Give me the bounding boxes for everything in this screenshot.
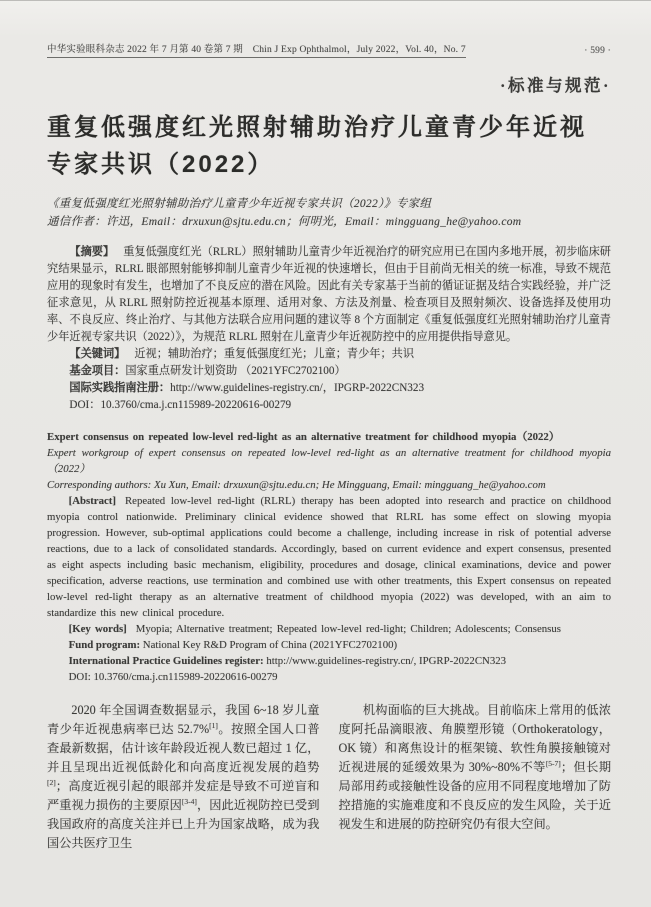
corresponding-authors: 通信作者：许迅，Email：drxuxun@sjtu.edu.cn；何明光，Email：mingguang_he@yahoo.com bbox=[47, 216, 522, 228]
en-workgroup: Expert workgroup of expert consensus on repeated low-level red-light as an alternative treatment for childhood myopia（2022） bbox=[47, 447, 611, 475]
cn-keywords-label: 【关键词】 bbox=[69, 348, 126, 360]
cn-registry bbox=[47, 380, 611, 397]
body-column-right bbox=[339, 701, 612, 853]
article-title bbox=[47, 109, 611, 183]
body-paragraph-right: 机构面临的巨大挑战。目前临床上常用的低浓度阿托品滴眼液、角膜塑形镜（Orthokeratology，OK 镜）和离焦设计的框架镜、软性角膜接触镜对近视进展的延缓效果为 30%~80%不等[5-7]；但长期局部用药或接触性设备的应用不同程度地增加了防控措施的实施难度和不良反应的发生风险，关于近视发生和进展的防控研究仍有很大空间。 bbox=[338, 703, 612, 831]
cn-abstract-text: 重复低强度红光（RLRL）照射辅助儿童青少年近视治疗的研究应用已在国内多地开展，初步临床研究结果显示，RLRL 眼部照射能够抑制儿童青少年近视的快速增长，但由于目前尚无相关的统一标准，导致不规范应用的现象时有发生，也增加了不良反应的潜在风险。因此有关专家基于当前的循证证据及结合实践经验，并广泛征求意见，从 RLRL 照射防控近视基本原理、适用对象、方法及剂量、检查项目及照射频次、设备选择及使用功率、不良反应、终止治疗、与其他方法联合应用问题的建议等 8 个方面制定《重复低强度红光照射辅助治疗儿童青少年近视专家共识（2022）》，为规范 RLRL 照射在儿童青少年近视防控中的应用提供指导意见。 bbox=[47, 246, 611, 343]
en-abstract-text: Repeated low-level red-light (RLRL) therapy has been adopted into research and practice on childhood myopia control nationwide. Preliminary clinical evidence showed that RLRL has some effect on slowing myopia progression. However, sub-optimal applications could become a challenge, including increase in risk of potential adverse reactions, due to a lack of consolidated standards. Accordingly, based on current evidence and expert consensus, presented as eight aspects including basic mechanism, eligibility, procedures and dosage, clinical examinations, device and power specification, adverse reactions, use termination and combined use with other treatments, this Expert consensus on repeated low-level red-light therapy as an alternative treatment of childhood myopia (2022) was developed, with an aim to standardize this new clinical procedure. bbox=[47, 495, 611, 619]
en-fund bbox=[47, 637, 611, 653]
en-registry bbox=[47, 653, 611, 669]
cn-fund-text: 国家重点研发计划资助 （2021YFC2702100） bbox=[125, 365, 346, 377]
en-abstract-label: [Abstract] bbox=[68, 495, 116, 507]
en-doi: DOI: 10.3760/cma.j.cn115989-20220616-00279 bbox=[68, 671, 278, 683]
en-fund-label: Fund program: bbox=[68, 639, 141, 651]
body-column-left bbox=[47, 701, 320, 853]
article-title-line2: 专家共识（2022） bbox=[47, 151, 275, 178]
cn-abstract bbox=[47, 244, 611, 346]
section-badge: ·标准与规范· bbox=[499, 76, 611, 95]
cn-fund-label: 基金项目： bbox=[69, 365, 126, 377]
en-keywords bbox=[47, 621, 611, 637]
journal-header: 中华实验眼科杂志 2022 年 7 月第 40 卷第 7 期 Chin J Exp Ophthalmol，July 2022，Vol. 40，No. 7 bbox=[47, 41, 466, 58]
en-abstract-block bbox=[47, 429, 611, 685]
author-group: 《重复低强度红光照射辅助治疗儿童青少年近视专家共识（2022）》专家组 bbox=[47, 198, 432, 210]
en-registry-text: http://www.guidelines-registry.cn/, IPGRP-2022CN323 bbox=[266, 655, 507, 667]
page-number: · 599 · bbox=[584, 46, 611, 56]
article-title-line1: 重复低强度红光照射辅助治疗儿童青少年近视 bbox=[47, 114, 587, 141]
en-corresponding: Corresponding authors: Xu Xun, Email: drxuxun@sjtu.edu.cn; He Mingguang, Email: mingguang_he@yahoo.com bbox=[47, 479, 546, 491]
cn-registry-text: http://www.guidelines-registry.cn/，IPGRP-2022CN323 bbox=[170, 382, 425, 394]
en-keywords-label: [Key words] bbox=[68, 623, 127, 635]
cn-keywords bbox=[47, 346, 611, 363]
en-title: Expert consensus on repeated low-level red-light as an alternative treatment for childhood myopia（2022） bbox=[47, 431, 560, 443]
byline bbox=[47, 195, 611, 231]
body-paragraph-left: 2020 年全国调查数据显示，我国 6~18 岁儿童青少年近视患病率已达 52.7%[1]。按照全国人口普查最新数据，估计该年龄段近视人数已超过 1 亿，并且呈现出近视低龄化和向高度近视发展的趋势[2]；高度近视引起的眼部并发症是导致不可逆盲和严重视力损伤的主要原因[3-4]，因此近视防控已受到我国政府的高度关注并已上升为国家战略，成为我国公共医疗卫生 bbox=[47, 703, 320, 850]
cn-abstract-block bbox=[47, 244, 611, 414]
cn-fund bbox=[47, 363, 611, 380]
en-abstract bbox=[47, 493, 611, 621]
en-fund-text: National Key R&D Program of China (2021YFC2702100) bbox=[142, 639, 398, 651]
body-columns bbox=[47, 701, 611, 853]
running-head bbox=[47, 41, 611, 58]
cn-abstract-label: 【摘要】 bbox=[69, 246, 115, 258]
cn-registry-label: 国际实践指南注册： bbox=[69, 382, 171, 394]
cn-doi: DOI：10.3760/cma.j.cn115989-20220616-00279 bbox=[69, 399, 292, 411]
en-keywords-text: Myopia; Alternative treatment; Repeated low-level red-light; Children; Adolescents; Consensus bbox=[135, 623, 561, 635]
cn-keywords-text: 近视；辅助治疗；重复低强度红光；儿童；青少年；共识 bbox=[134, 348, 415, 360]
en-registry-label: International Practice Guidelines register: bbox=[68, 655, 264, 667]
